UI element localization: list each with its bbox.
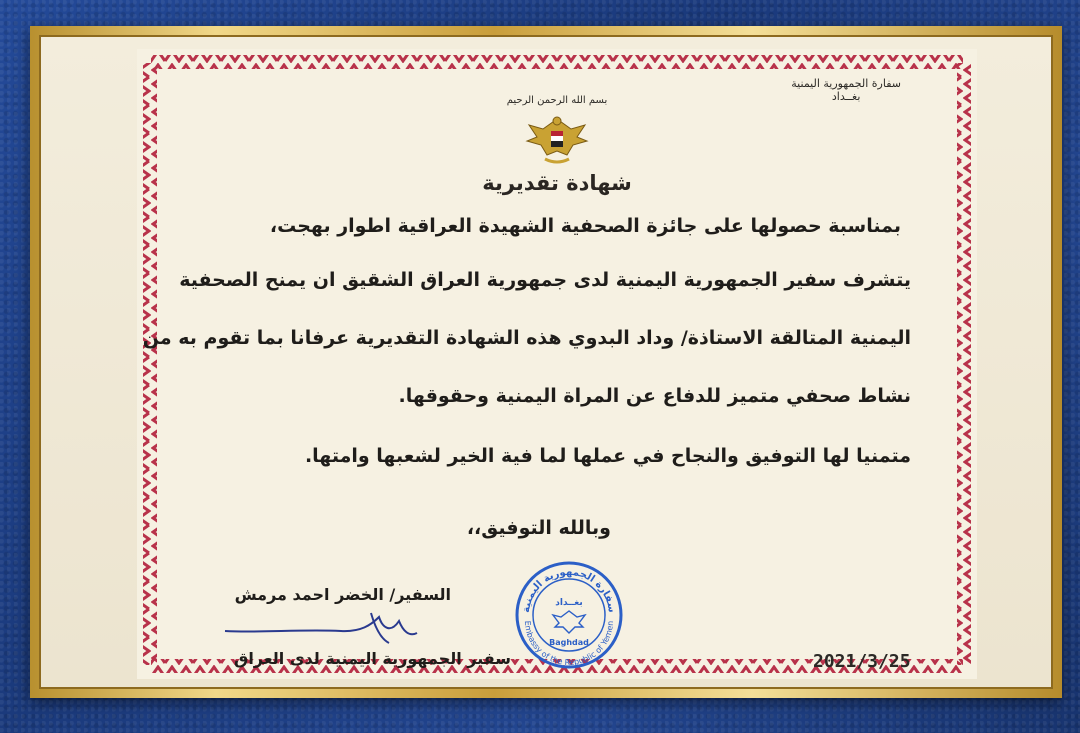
frame-mat xyxy=(39,35,1053,689)
stamp-arabic-text: سفارة الجمهورية اليمنية xyxy=(520,566,618,614)
basmala: بسم الله الرحمن الرحيم xyxy=(506,95,608,106)
body-line-5: متمنيا لها التوفيق والنجاح في عملها لما فية الخير لشعبها وامتها. xyxy=(304,445,911,467)
body-line-3: اليمنية المتالقة الاستاذة/ وداد البدوي هذه الشهادة التقديرية عرفانا بما تقوم به من xyxy=(142,327,911,349)
embassy-name: سفارة الجمهورية اليمنية xyxy=(791,77,901,90)
ambassador-title: سفير الجمهورية اليمنية لدى العراق xyxy=(234,649,511,668)
yemen-eagle-emblem-icon xyxy=(523,111,591,167)
certificate-paper xyxy=(137,49,977,679)
stamp-english-text: Embassy of the Republic of Yemen xyxy=(522,620,616,668)
body-line-2: يتشرف سفير الجمهورية اليمنية لدى جمهورية العراق الشقيق ان يمنح الصحفية xyxy=(179,269,911,291)
closing-line: وبالله التوفيق،، xyxy=(466,517,611,539)
certificate-title: شهادة تقديرية xyxy=(482,171,632,195)
embassy-stamp xyxy=(513,559,625,671)
ambassador-name: السفير/ الخضر احمد مرمش xyxy=(234,585,451,604)
body-line-1: بمناسبة حصولها على جائزة الصحفية الشهيدة العراقية اطوار بهجت، xyxy=(269,215,901,237)
stamp-city-english: Baghdad xyxy=(549,638,589,647)
picture-frame xyxy=(30,26,1062,698)
certificate-content xyxy=(142,77,941,672)
issue-date: 2021/3/25 xyxy=(813,651,911,672)
handwritten-signature xyxy=(221,603,421,647)
signature-block xyxy=(191,565,511,685)
embassy-city: بغــداد xyxy=(831,90,861,103)
stamp-city-arabic: بغــداد xyxy=(555,598,583,608)
body-line-4: نشاط صحفي متميز للدفاع عن المراة اليمنية وحقوقها. xyxy=(398,385,911,407)
